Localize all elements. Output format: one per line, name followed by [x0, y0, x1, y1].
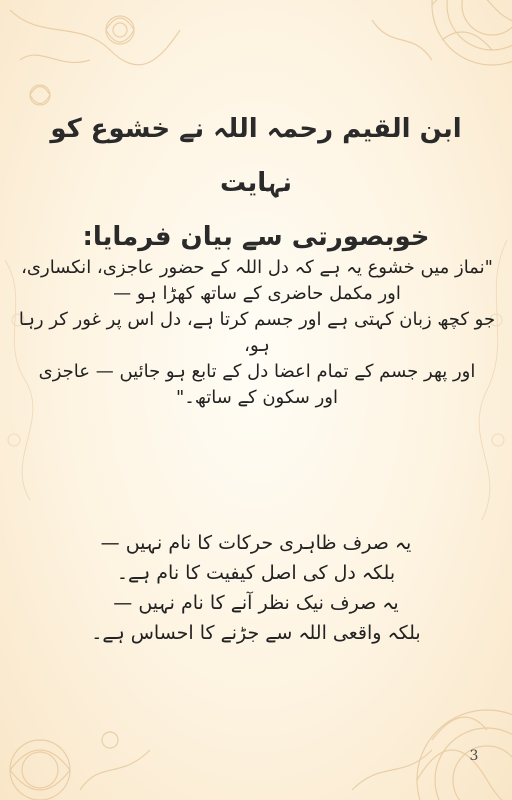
title-line: ابن القیم رحمہ اللہ نے خشوع کو نہایت	[50, 114, 462, 198]
quote-line: ہو،	[244, 335, 270, 356]
list-item: بلکہ واقعی اللہ سے جڑنے کا احساس ہے۔	[91, 622, 421, 644]
title-line: خوبصورتی سے بیان فرمایا:	[82, 222, 430, 252]
list-item: یہ صرف نیک نظر آنے کا نام نہیں —	[113, 592, 399, 614]
page-title	[30, 102, 482, 264]
list-item: بلکہ دل کی اصل کیفیت کا نام ہے۔	[116, 562, 396, 584]
floral-ornament-icon	[0, 660, 170, 800]
quote-line: اور سکون کے ساتھ۔"	[176, 387, 338, 408]
quote-block	[14, 255, 500, 411]
quote-line: "نماز میں خشوع یہ ہے کہ دل اللہ کے حضور عاجزی، انکساری،	[21, 257, 493, 278]
points-list	[60, 528, 452, 648]
mandala-icon	[312, 630, 512, 800]
list-item: یہ صرف ظاہری حرکات کا نام نہیں —	[100, 532, 412, 554]
quote-line: اور مکمل حاضری کے ساتھ کھڑا ہو —	[113, 283, 401, 304]
page-number: 3	[469, 748, 479, 764]
quote-line: جو کچھ زبان کہتی ہے اور جسم کرتا ہے، دل اس پر غور کر رہا	[18, 309, 496, 330]
quote-line: اور پھر جسم کے تمام اعضا دل کے تابع ہو جائیں — عاجزی	[38, 361, 476, 382]
